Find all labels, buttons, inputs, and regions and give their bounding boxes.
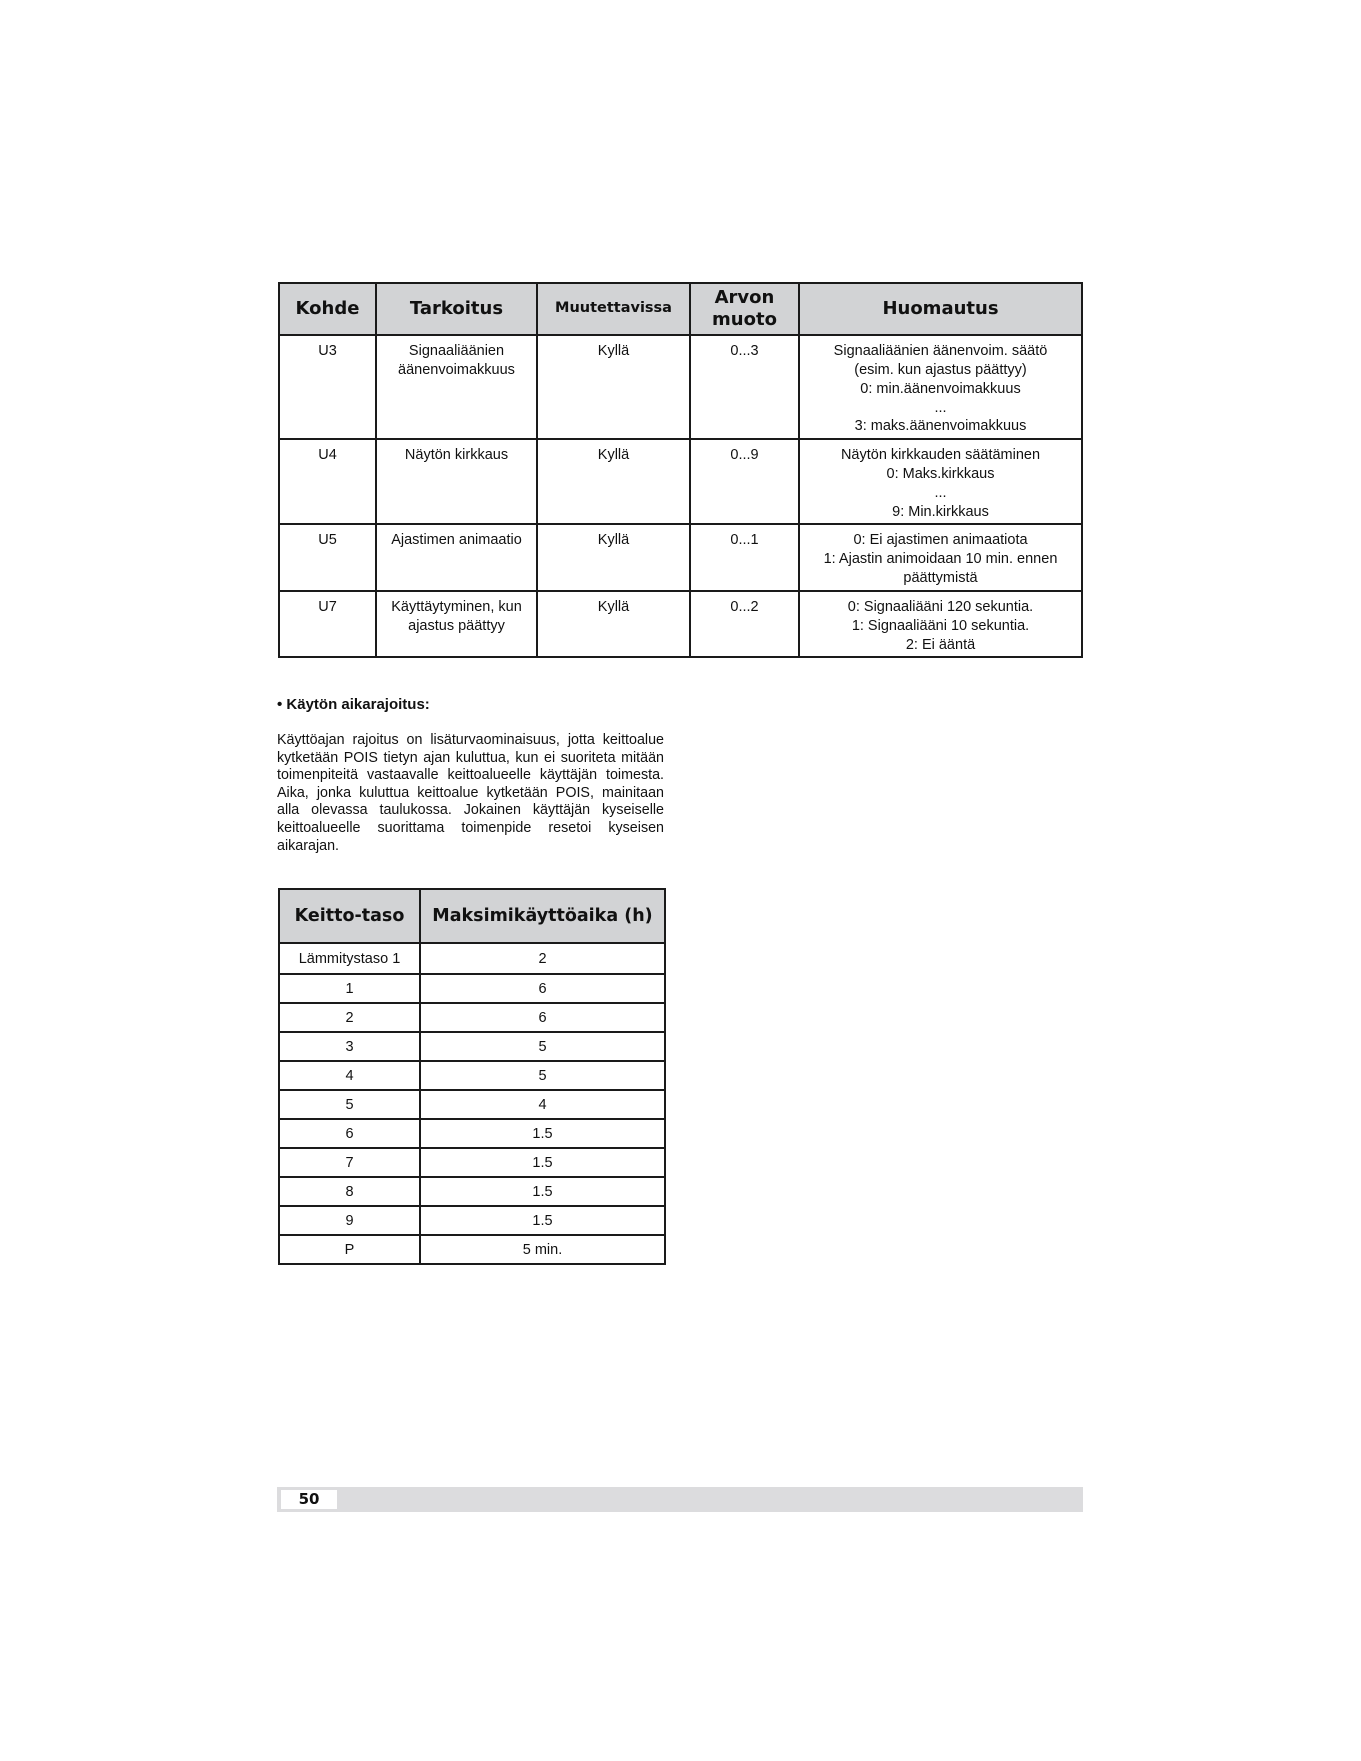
cell-line: 1: Signaaliääni 10 sekuntia. (851, 617, 1030, 634)
cell-line: 3: maks.äänenvoimakkuus (854, 418, 1027, 435)
cell-line: äänenvoimakkuus (398, 361, 515, 378)
cell-aika: 2 (420, 943, 665, 974)
cell-aika: 6 (420, 974, 665, 1003)
table-row (279, 943, 665, 974)
cell-line: Näytön kirkkauden säätäminen (840, 447, 1041, 463)
table-row (279, 1235, 665, 1264)
cell-line: Ajastimen animaatio (391, 532, 522, 548)
header-arvon-muoto-line2: muoto (712, 309, 777, 330)
cell-aika: 1.5 (420, 1177, 665, 1206)
table-row (279, 1003, 665, 1032)
cell-aika: 5 (420, 1061, 665, 1090)
cell-aika: 1.5 (420, 1119, 665, 1148)
header-huomautus: Huomautus (799, 283, 1082, 335)
section-heading: • Käytön aikarajoitus: (277, 696, 430, 713)
table-row (279, 439, 1082, 524)
cell-tarkoitus (376, 591, 537, 657)
header-arvon-muoto (690, 283, 799, 335)
cell-aika: 4 (420, 1090, 665, 1119)
cell-taso: 1 (279, 974, 420, 1003)
table-row (279, 1177, 665, 1206)
cell-taso: Lämmitystaso 1 (279, 943, 420, 974)
cell-aika: 1.5 (420, 1206, 665, 1235)
cell-line: (esim. kun ajastus päättyy) (854, 361, 1027, 378)
table-row (279, 1119, 665, 1148)
table-row (279, 974, 665, 1003)
cell-muutettavissa: Kyllä (537, 524, 690, 591)
footer-bar (277, 1487, 1083, 1512)
settings-table (278, 282, 1083, 658)
cell-aika: 5 (420, 1032, 665, 1061)
cell-line: 0: Maks.kirkkaus (886, 465, 995, 482)
header-kohde: Kohde (279, 283, 376, 335)
section-paragraph: Käyttöajan rajoitus on lisäturvaominaisuus, jotta keittoalue kytketään POIS tietyn ajan kuluttua, kun ei suoriteta mitään toimenpiteitä vastaavalle keittoalueelle käyttäjän toimesta. Aika, jonka kuluttua keittoalue kytketään POIS, mainitaan alla olevassa taulukossa. Jokainen käyttäjän kyseiselle keittoalueelle suorittama toimenpide resetoi kyseisen aikarajan. (277, 732, 664, 854)
cell-arvon-muoto: 0...9 (690, 439, 799, 524)
cell-kohde: U3 (279, 335, 376, 439)
cell-aika: 1.5 (420, 1148, 665, 1177)
cell-taso: 3 (279, 1032, 420, 1061)
cell-taso: 9 (279, 1206, 420, 1235)
cell-huomautus (799, 524, 1082, 591)
cell-muutettavissa: Kyllä (537, 335, 690, 439)
cell-taso: 5 (279, 1090, 420, 1119)
cell-kohde: U4 (279, 439, 376, 524)
cell-line: 9: Min.kirkkaus (892, 503, 989, 520)
cell-taso: 7 (279, 1148, 420, 1177)
cell-tarkoitus (376, 524, 537, 591)
cell-huomautus (799, 335, 1082, 439)
cell-line: 2: Ei ääntä (905, 636, 976, 653)
table-row (279, 524, 1082, 591)
cell-line: Näytön kirkkaus (404, 447, 509, 463)
table-row (279, 591, 1082, 657)
cell-line: Käyttäytyminen, kun (391, 599, 522, 615)
cell-tarkoitus (376, 335, 537, 439)
header-tarkoitus: Tarkoitus (376, 283, 537, 335)
cell-aika: 6 (420, 1003, 665, 1032)
table-row (279, 335, 1082, 439)
cell-taso: 4 (279, 1061, 420, 1090)
cell-line: 0: Ei ajastimen animaatiota (853, 532, 1028, 548)
cell-line: ... (934, 399, 947, 416)
cell-line: 0: min.äänenvoimakkuus (860, 380, 1021, 397)
cell-line: päättymistä (903, 569, 978, 586)
header-muutettavissa: Muutettavissa (537, 283, 690, 335)
table-row (279, 1032, 665, 1061)
cell-huomautus (799, 591, 1082, 657)
cell-kohde: U5 (279, 524, 376, 591)
cell-line: ajastus päättyy (408, 617, 505, 634)
table-row (279, 1148, 665, 1177)
header-arvon-muoto-line1: Arvon (714, 287, 775, 309)
cell-muutettavissa: Kyllä (537, 439, 690, 524)
table-row (279, 1061, 665, 1090)
table-row (279, 1090, 665, 1119)
cell-line: 1: Ajastin animoidaan 10 min. ennen (823, 550, 1058, 567)
cell-huomautus (799, 439, 1082, 524)
cell-tarkoitus (376, 439, 537, 524)
cell-line: Signaaliäänien äänenvoim. säätö (833, 343, 1048, 359)
cell-aika: 5 min. (420, 1235, 665, 1264)
cell-kohde: U7 (279, 591, 376, 657)
page-number: 50 (281, 1490, 337, 1509)
cell-line: Signaaliäänien (408, 343, 505, 359)
table-row (279, 1206, 665, 1235)
cell-arvon-muoto: 0...2 (690, 591, 799, 657)
time-limit-table (278, 888, 666, 1265)
cell-line: ... (934, 484, 947, 501)
cell-arvon-muoto: 0...1 (690, 524, 799, 591)
settings-table-header (279, 283, 1082, 335)
time-limit-table-header (279, 889, 665, 943)
cell-muutettavissa: Kyllä (537, 591, 690, 657)
cell-taso: 6 (279, 1119, 420, 1148)
cell-taso: 8 (279, 1177, 420, 1206)
cell-taso: 2 (279, 1003, 420, 1032)
cell-arvon-muoto: 0...3 (690, 335, 799, 439)
header-keitto-taso: Keitto-taso (279, 889, 420, 943)
cell-taso: P (279, 1235, 420, 1264)
header-maksimikayttoaika: Maksimikäyttöaika (h) (420, 889, 665, 943)
cell-line: 0: Signaaliääni 120 sekuntia. (847, 599, 1034, 615)
